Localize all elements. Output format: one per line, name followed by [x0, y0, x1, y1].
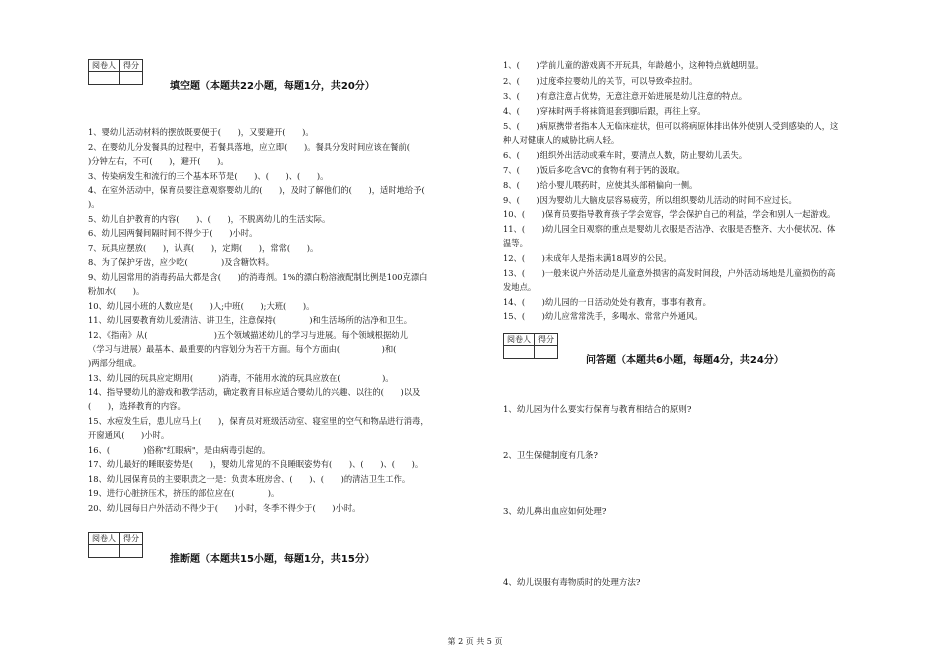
fill-q4a: 4、在室外活动中，保育员要注意观察婴幼儿的( )，及时了解他们的( )，适时地给予(: [88, 185, 425, 195]
fill-q19: 19、进行心脏挤压术，挤压的部位应在( )。: [88, 488, 280, 498]
fill-q2b: )分钟左右，不可( )，避开( )。: [88, 156, 229, 166]
judge-q3: 3、( )有意注意占优势，无意注意开始进展是幼儿注意的特点。: [503, 91, 748, 101]
judge-section-title: 推断题（本题共15小题，每题1分，共15分）: [170, 554, 375, 565]
judge-q7: 7、( )饭后多吃含VC的食物有利于钙的汲取。: [503, 165, 685, 175]
fill-q11: 11、幼儿园要教育幼儿爱清洁、讲卫生，注意保持( )和生活场所的洁净和卫生。: [88, 315, 413, 325]
judge-q15: 15、( )幼儿应常常洗手，多喝水、常常户外通风。: [503, 311, 703, 321]
fill-q14a: 14、指导婴幼儿的游戏和教学活动，确定教育目标应适合婴幼儿的兴趣、以往的( )以及: [88, 387, 421, 397]
judge-q11a: 11、( )幼儿园全日观察的重点是婴幼儿衣服是否洁净、衣服是否整齐、大小便状况、体: [503, 224, 836, 234]
fill-q4b: )。: [88, 199, 100, 209]
score-label: 得分: [535, 334, 558, 346]
fill-q20: 20、幼儿园每日户外活动不得少于( )小时，冬季不得少于( )小时。: [88, 503, 361, 513]
fill-q5: 5、幼儿自护教育的内容( )、( )，不脱离幼儿的生活实际。: [88, 214, 331, 224]
fill-q17: 17、幼儿最好的睡眠姿势是( )，婴幼儿常见的不良睡眠姿势有( )、( )、( )。: [88, 459, 424, 469]
score-box-fill: [88, 59, 143, 85]
judge-q2: 2、( )过度牵拉婴幼儿的关节，可以导致牵拉肘。: [503, 76, 698, 86]
judge-q13a: 13、( )一般来说户外活动是儿童意外损害的高发时间段，户外活动场地是儿童损伤的高: [503, 268, 836, 278]
judge-q1: 1、( )学前儿童的游戏离不开玩具，年龄越小，这种特点就越明显。: [503, 60, 764, 70]
reviewer-label: 阅卷人: [89, 60, 120, 72]
fill-q13: 13、幼儿园的玩具应定期用( )消毒，不能用水流的玩具应放在( )。: [88, 373, 394, 383]
score-cell: [120, 72, 143, 85]
score-label: 得分: [120, 533, 143, 545]
fill-q12a: 12、《指南》从( )五个领域描述幼儿的学习与进展。每个领域根据幼儿: [88, 330, 408, 340]
judge-q5b: 种人对健康人的威胁比病人轻。: [503, 135, 620, 145]
judge-q14: 14、( )幼儿园的一日活动处处有教育，事事有教育。: [503, 297, 711, 307]
qa-q3: 3、幼儿鼻出血应如何处理?: [503, 507, 607, 517]
judge-q10: 10、( )保育员要指导教育孩子学会宽容，学会保护自己的利益，学会和别人一起游戏。: [503, 209, 836, 219]
qa-q1: 1、幼儿园为什么要实行保育与教育相结合的原则?: [503, 405, 692, 415]
judge-q5a: 5、( )病原携带者指本人无临床症状，但可以将病原体排出体外使别人受到感染的人，这: [503, 121, 839, 131]
qa-q2: 2、卫生保健制度有几条?: [503, 451, 598, 461]
fill-q7: 7、玩具应摆放( )，认真( )，定期( )，常常( )。: [88, 243, 319, 253]
judge-q4: 4、( )穿袜时两手将袜筒退套到脚后跟，再往上穿。: [503, 106, 706, 116]
judge-q11b: 温等。: [503, 238, 528, 248]
fill-q12b: （学习与进展）最基本、最重要的内容划分为若干方面。每个方面由( )和(: [88, 344, 397, 354]
fill-q10: 10、幼儿园小班的人数应是( )人;中班( );大班( )。: [88, 301, 315, 311]
reviewer-cell: [89, 545, 120, 558]
fill-q9b: 粉加水( )。: [88, 286, 145, 296]
fill-q8: 8、为了保护牙齿，应少吃( )及含糖饮料。: [88, 257, 274, 267]
fill-q16: 16、( )俗称"红眼病"，是由病毒引起的。: [88, 445, 271, 455]
score-box-judge: [88, 532, 143, 558]
fill-section-title: 填空题（本题共22小题，每题1分，共20分）: [170, 81, 375, 92]
reviewer-label: 阅卷人: [504, 334, 535, 346]
fill-q6: 6、幼儿园两餐间隔时间不得少于( )小时。: [88, 228, 258, 238]
reviewer-label: 阅卷人: [89, 533, 120, 545]
judge-q12: 12、( )未成年人是指未满18周岁的公民。: [503, 253, 672, 263]
fill-q15b: 开窗通风( )小时。: [88, 430, 170, 440]
score-label: 得分: [120, 60, 143, 72]
reviewer-cell: [89, 72, 120, 85]
qa-section-title: 问答题（本题共6小题，每题4分，共24分）: [586, 355, 784, 366]
qa-q4: 4、幼儿误服有毒物质时的处理方法?: [503, 578, 641, 588]
score-box-qa: [503, 333, 558, 359]
page-footer: 第 2 页 共 5 页: [447, 637, 503, 646]
fill-q3: 3、传染病发生和流行的三个基本环节是( )、( )、( )。: [88, 171, 329, 181]
judge-q13b: 发地点。: [503, 282, 537, 292]
fill-q18: 18、幼儿园保育员的主要职责之一是：负责本班房舍、( )、( )的清洁卫生工作。: [88, 474, 411, 484]
fill-q12c: )两部分组成。: [88, 358, 142, 368]
score-cell: [120, 545, 143, 558]
reviewer-cell: [504, 346, 535, 359]
judge-q8: 8、( )给小婴儿喂药时，应使其头部稍偏向一侧。: [503, 180, 698, 190]
fill-q2a: 2、在婴幼儿分发餐具的过程中，若餐具落地，应立即( )。餐具分发时间应该在餐前(: [88, 142, 410, 152]
judge-q9: 9、( )因为婴幼儿大脑皮层容易疲劳，所以组织婴幼儿活动的时间不应过长。: [503, 195, 797, 205]
fill-q1: 1、婴幼儿活动材料的摆放既要便于( )，又要避开( )。: [88, 127, 314, 137]
fill-q9a: 9、幼儿园常用的消毒药品大都是含( )的消毒剂。1%的漂白粉溶液配制比例是100克漂白: [88, 272, 428, 282]
fill-q15a: 15、水痘发生后，患儿应马上( )，保育员对班级活动室、寝室里的空气和物品进行消毒，: [88, 416, 429, 426]
judge-q6: 6、( )组织外出活动或乘车时，要清点人数，防止婴幼儿丢失。: [503, 150, 748, 160]
score-cell: [535, 346, 558, 359]
fill-q14b: ( )，选择教育的内容。: [88, 401, 186, 411]
